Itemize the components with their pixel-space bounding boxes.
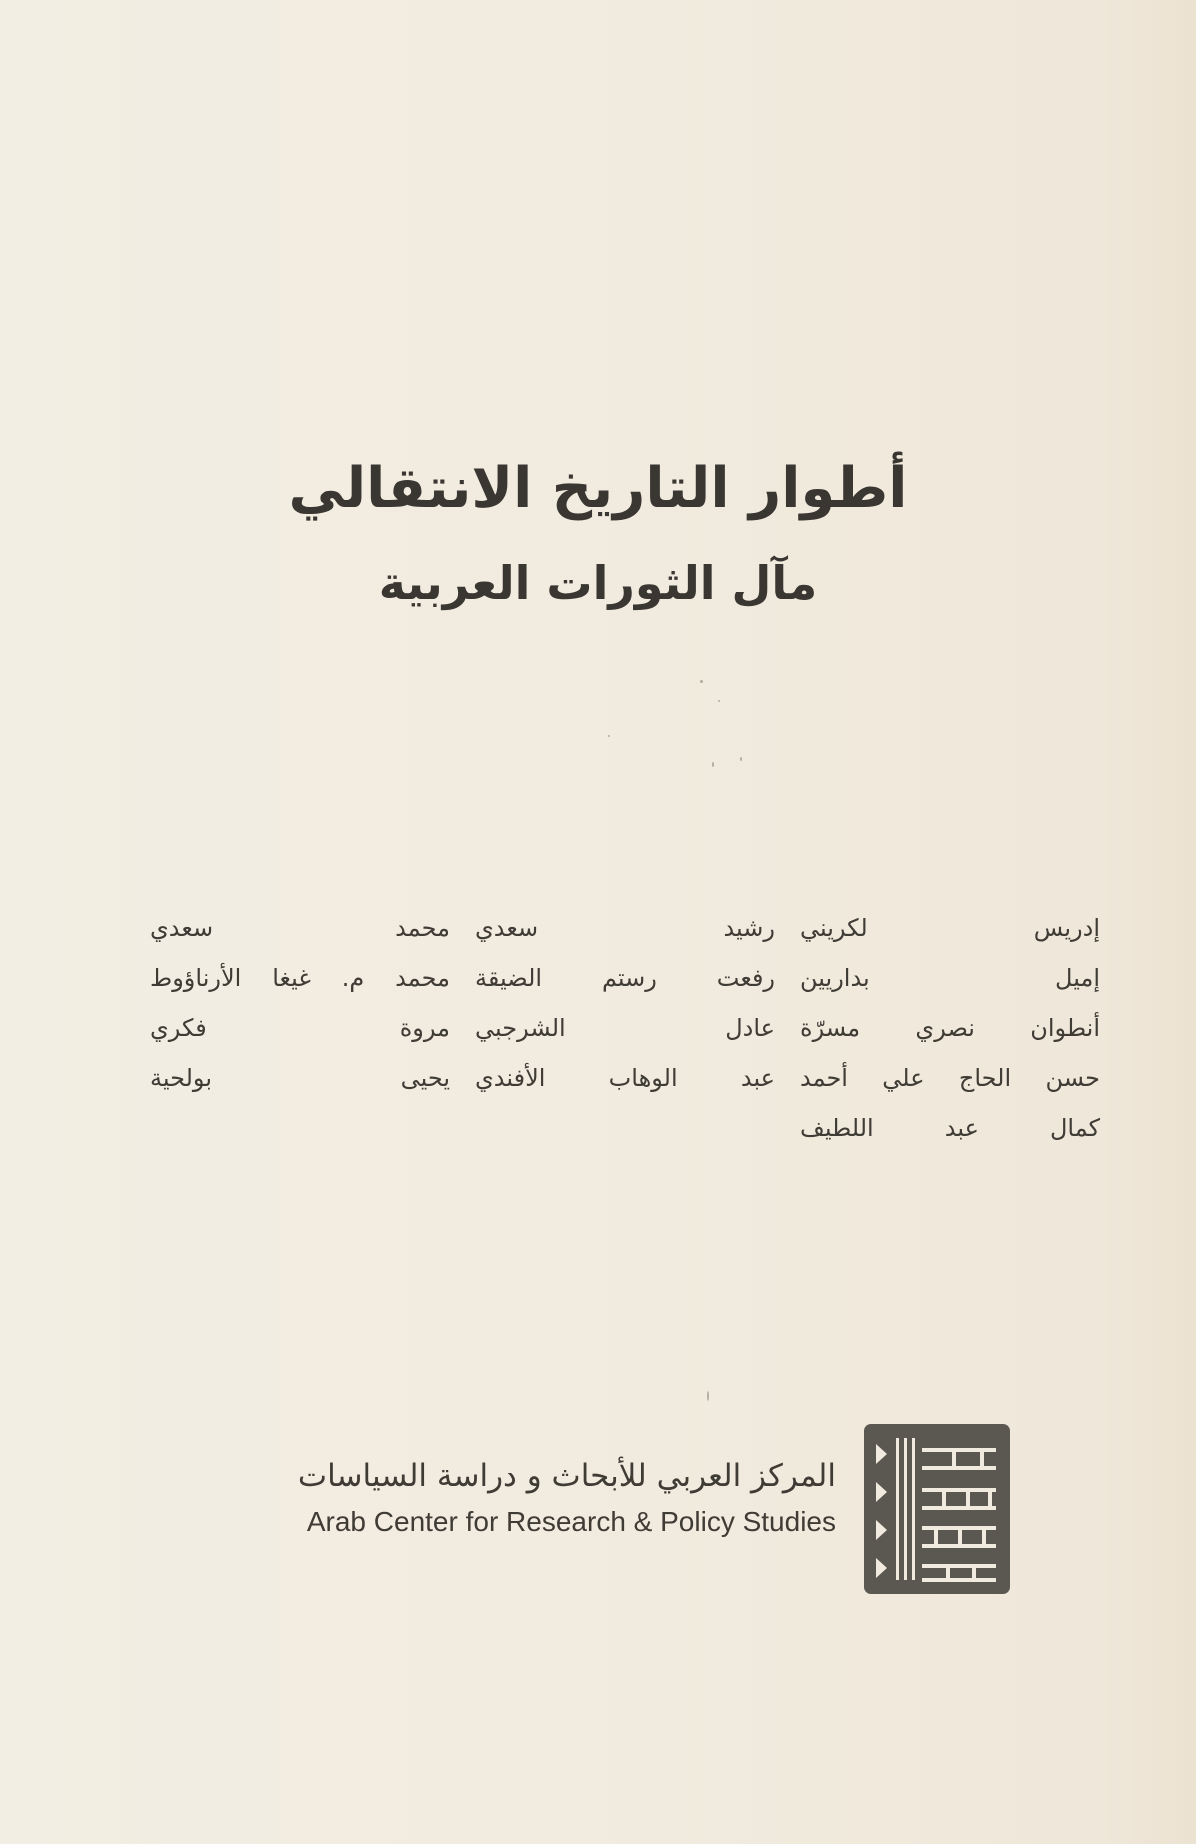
author-name: عبد الوهاب الأفندي (475, 1064, 775, 1092)
author-name: حسن الحاج علي أحمد (800, 1064, 1100, 1092)
publisher-name (236, 1454, 836, 1542)
author-name: عادل الشرجبي (475, 1014, 775, 1042)
authors-list (150, 906, 1100, 1150)
author-name: أنطوان نصري مسرّة (800, 1014, 1100, 1042)
author-name: محمد سعدي (150, 914, 450, 942)
author-name: إميل بداريين (800, 964, 1100, 992)
paper-speck (608, 735, 610, 737)
author-name: مروة فكري (150, 1014, 450, 1042)
publisher-block (240, 1424, 1010, 1594)
paper-speck (712, 762, 714, 767)
publisher-logo (864, 1424, 1010, 1594)
author-name: إدريس لكريني (800, 914, 1100, 942)
paper-speck (707, 1391, 709, 1401)
paper-speck (718, 700, 720, 702)
author-name: رفعت رستم الضيقة (475, 964, 775, 992)
paper-speck (700, 680, 703, 683)
author-name: محمد م. غيغا الأرناؤوط (150, 964, 450, 992)
publisher-name-arabic: المركز العربي للأبحاث و دراسة السياسات (297, 1458, 836, 1494)
book-subtitle: مآل الثورات العربية (378, 556, 818, 610)
author-name: كمال عبد اللطيف (800, 1114, 1100, 1142)
book-title: أطوار التاريخ الانتقالي (288, 456, 908, 521)
paper-speck (740, 757, 742, 761)
publisher-name-english: Arab Center for Research & Policy Studies (306, 1506, 836, 1537)
author-name: يحيى بولحية (150, 1064, 450, 1092)
author-name: رشيد سعدي (475, 914, 775, 942)
